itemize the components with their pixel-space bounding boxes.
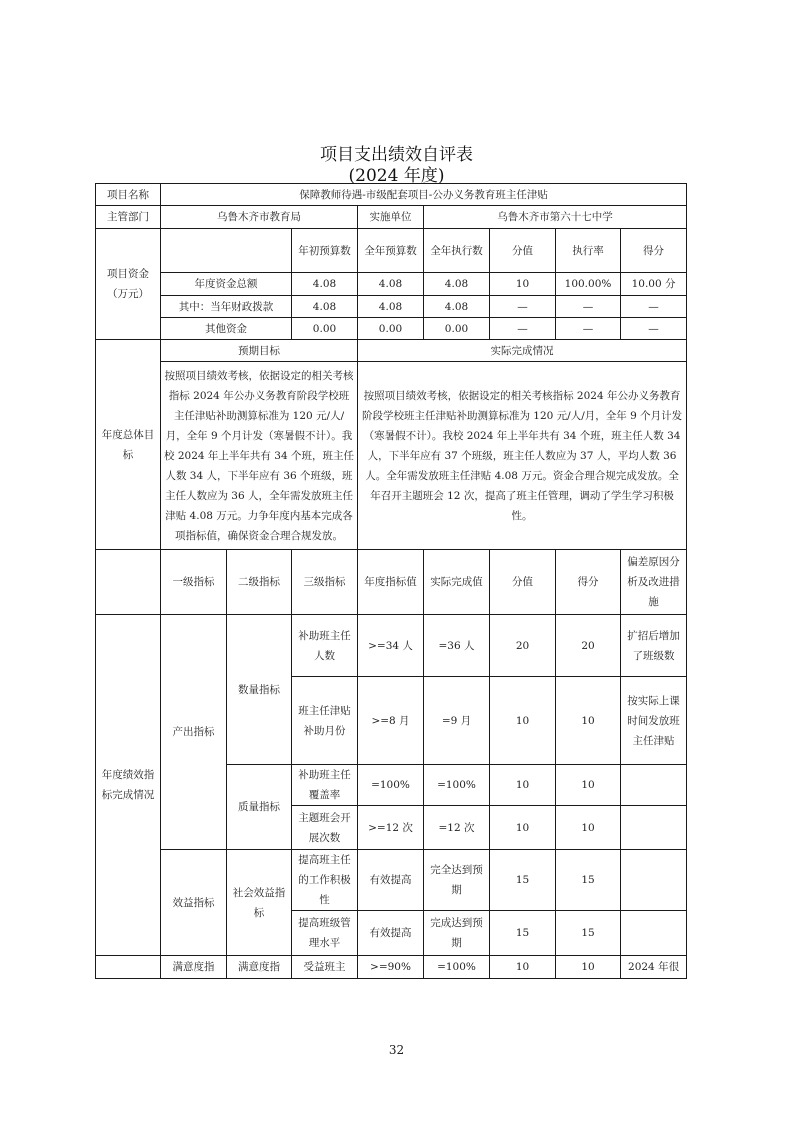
score-value: 20: [490, 615, 556, 677]
funds-row-name: 其中：当年财政拨款: [161, 296, 292, 318]
funds-header: 分值: [490, 229, 556, 273]
level3: 提高班主任的工作积极性: [292, 850, 358, 911]
level2-quantity: 数量指标: [227, 615, 292, 765]
indicator-row: [96, 956, 687, 979]
funds-cell: 4.08: [292, 273, 358, 296]
document-title: 项目支出绩效自评表: [320, 145, 473, 165]
note: 2024 年很: [621, 956, 687, 979]
score-value: 10: [490, 765, 556, 806]
level2-social: 社会效益指标: [227, 850, 292, 956]
level3: 班主任津贴补助月份: [292, 677, 358, 765]
score-value: 15: [490, 850, 556, 911]
expected-goal-header: 预期目标: [161, 340, 358, 362]
funds-cell: 4.08: [424, 296, 490, 318]
funds-header: 执行率: [556, 229, 621, 273]
indicator-header: 实际完成值: [424, 550, 490, 615]
target: >=12 次: [358, 806, 424, 850]
indicator-header: 分值: [490, 550, 556, 615]
funds-header: 年初预算数: [292, 229, 358, 273]
funds-blank-header: [161, 229, 292, 273]
actual: 完成达到预期: [424, 911, 490, 956]
indicator-header: 得分: [556, 550, 621, 615]
funds-row-name: 其他资金: [161, 318, 292, 340]
funds-cell: —: [556, 318, 621, 340]
dept-row: [96, 206, 687, 229]
goals-text-row: [96, 362, 687, 550]
score: 15: [556, 911, 621, 956]
actual: =100%: [424, 956, 490, 979]
actual: =12 次: [424, 806, 490, 850]
funds-label: 项目资金（万元）: [96, 229, 161, 340]
level3: 主题班会开展次数: [292, 806, 358, 850]
score: 10: [556, 765, 621, 806]
indicator-row: [96, 615, 687, 677]
funds-cell: —: [490, 318, 556, 340]
funds-cell: 4.08: [292, 296, 358, 318]
document-subtitle: (2024 年度): [348, 166, 445, 186]
funds-row: [96, 318, 687, 340]
project-name-row: [96, 184, 687, 206]
indicator-header: 三级指标: [292, 550, 358, 615]
indicator-header: 二级指标: [227, 550, 292, 615]
level2-quality: 质量指标: [227, 765, 292, 850]
score-value: 10: [490, 956, 556, 979]
note: 扩招后增加了班级数: [621, 615, 687, 677]
score-value: 15: [490, 911, 556, 956]
funds-cell: 4.08: [358, 296, 424, 318]
score: 20: [556, 615, 621, 677]
dept-label: 主管部门: [96, 206, 161, 229]
target: 有效提高: [358, 911, 424, 956]
expected-goal-text: 按照项目绩效考核，依据设定的相关考核指标 2024 年公办义务教育阶段学校班主任津贴补助测算标准为 120 元/人/月，全年 9 个月计发（寒暑假不计）。我校 2024 年上半年共有 34 个班，班主任人数 34 人，下半年应有 36 个班级，班主任人数应为 36 人，全年需发放班主任津贴 4.08 万元。力争年度内基本完成各项指标值，确保资金合理合规发放。: [161, 362, 358, 550]
funds-header: 全年预算数: [358, 229, 424, 273]
funds-row-name: 年度资金总额: [161, 273, 292, 296]
goals-label: 年度总体目标: [96, 340, 161, 550]
score: 10: [556, 806, 621, 850]
target: >=8 月: [358, 677, 424, 765]
level1-benefit: 效益指标: [161, 850, 227, 956]
indicator-header: 偏差原因分析及改进措施: [621, 550, 687, 615]
score-value: 10: [490, 677, 556, 765]
funds-cell: 10.00 分: [621, 273, 687, 296]
actual: =36 人: [424, 615, 490, 677]
level3: 补助班主任覆盖率: [292, 765, 358, 806]
target: >=90%: [358, 956, 424, 979]
indicator-row: [96, 850, 687, 911]
dept-value: 乌鲁木齐市教育局: [161, 206, 358, 229]
impl-value: 乌鲁木齐市第六十七中学: [424, 206, 687, 229]
page-number: 32: [388, 1043, 405, 1057]
target: 有效提高: [358, 850, 424, 911]
note: [621, 806, 687, 850]
level2-satisfaction: 满意度指: [227, 956, 292, 979]
indicators-section-continued: [96, 956, 161, 979]
target: >=34 人: [358, 615, 424, 677]
score: 10: [556, 677, 621, 765]
actual: =9 月: [424, 677, 490, 765]
funds-row: [96, 296, 687, 318]
goals-header-row: [96, 340, 687, 362]
funds-cell: 4.08: [424, 273, 490, 296]
indicators-blank-header: [96, 550, 161, 615]
level1-output: 产出指标: [161, 615, 227, 850]
score-value: 10: [490, 806, 556, 850]
project-name: 保障教师待遇-市级配套项目-公办义务教育班主任津贴: [161, 184, 687, 206]
level3: 受益班主: [292, 956, 358, 979]
funds-cell: 4.08: [358, 273, 424, 296]
funds-header-row: [96, 229, 687, 273]
score: 15: [556, 850, 621, 911]
actual: =100%: [424, 765, 490, 806]
funds-cell: 0.00: [424, 318, 490, 340]
funds-cell: 0.00: [292, 318, 358, 340]
note: [621, 765, 687, 806]
score: 10: [556, 956, 621, 979]
funds-cell: 10: [490, 273, 556, 296]
level3: 补助班主任人数: [292, 615, 358, 677]
funds-cell: —: [556, 296, 621, 318]
level3: 提高班级管理水平: [292, 911, 358, 956]
project-name-label: 项目名称: [96, 184, 161, 206]
performance-table: [95, 183, 687, 979]
note: [621, 911, 687, 956]
level1-satisfaction: 满意度指: [161, 956, 227, 979]
actual: 完全达到预期: [424, 850, 490, 911]
funds-header: 全年执行数: [424, 229, 490, 273]
impl-label: 实施单位: [358, 206, 424, 229]
note: 按实际上课时间发放班主任津贴: [621, 677, 687, 765]
funds-cell: —: [621, 318, 687, 340]
target: =100%: [358, 765, 424, 806]
funds-header: 得分: [621, 229, 687, 273]
note: [621, 850, 687, 911]
funds-row: [96, 273, 687, 296]
indicator-header: 一级指标: [161, 550, 227, 615]
actual-result-header: 实际完成情况: [358, 340, 687, 362]
funds-cell: —: [490, 296, 556, 318]
funds-cell: 0.00: [358, 318, 424, 340]
indicators-header-row: [96, 550, 687, 615]
actual-result-text: 按照项目绩效考核，依据设定的相关考核指标 2024 年公办义务教育阶段学校班主任津贴补助测算标准为 120 元/人/月，全年 9 个月计发（寒暑假不计）。我校 2024 年上半年共有 34 个班，班主任人数 34 人，下半年应有 37 个班级，班主任人数应为 37 人，平均人数 36 人。全年需发放班主任津贴 4.08 万元。资金合理合规完成发放。全年召开主题班会 12 次，提高了班主任管理，调动了学生学习积极性。: [358, 362, 687, 550]
indicators-section-label: 年度绩效指标完成情况: [96, 615, 161, 956]
indicator-header: 年度指标值: [358, 550, 424, 615]
funds-cell: —: [621, 296, 687, 318]
funds-cell: 100.00%: [556, 273, 621, 296]
